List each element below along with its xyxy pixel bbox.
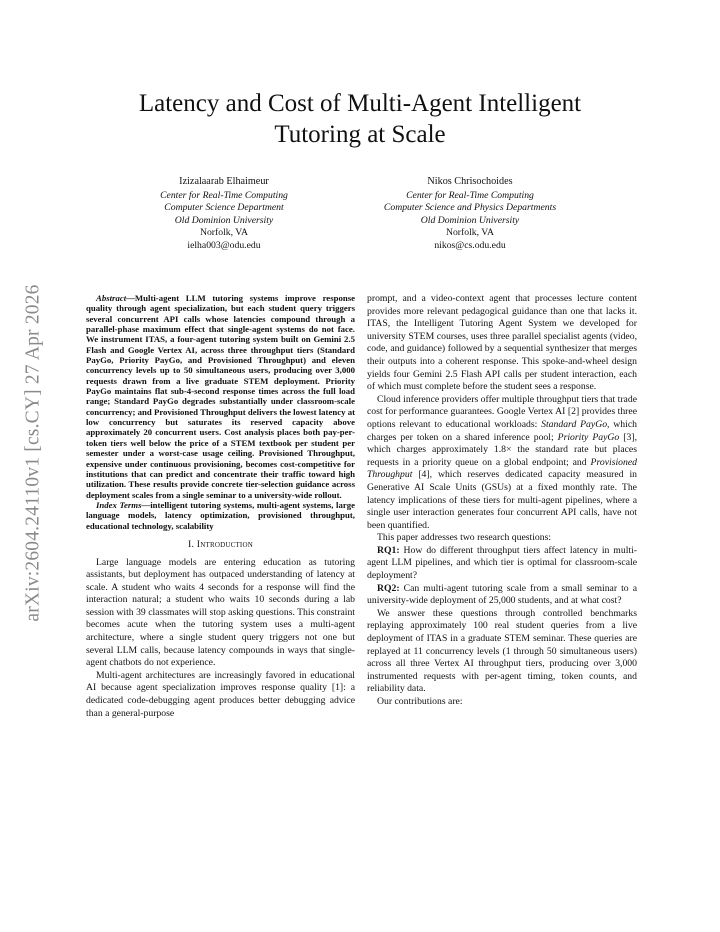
author-university: Old Dominion University: [420, 214, 520, 226]
research-question-1: [367, 545, 637, 583]
author-block-1: [120, 176, 328, 253]
abstract-label: Abstract: [96, 293, 127, 303]
author-affiliation: Center for Real-Time Computing: [160, 189, 288, 201]
title-line-1: Latency and Cost of Multi-Agent Intelligent: [138, 90, 582, 117]
text-run: [4], which reserves dedicated capacity measured in Generative AI Scale Units (GSUs) at a fixed monthly rate. The latency implications of these tiers for multi-agent pipelines, where a single user interaction generates four concurrent API calls, have not been quantified.: [367, 469, 637, 531]
section-heading: I. Introduction: [188, 538, 253, 550]
title-line-2: Tutoring at Scale: [274, 121, 446, 148]
body-paragraph: Large language models are entering education as tutoring assistants, but deployment has outpaced understanding of latency at scale. A student who waits 4 seconds for a response will find the interaction natural; a student who waits 10 seconds during a lab session with 39 classmates will stop asking questions. This constraint becomes acute when the tutoring system uses a multi-agent architecture, where a single student query triggers not one but several LLM calls, because latency compounds in ways that single-agent chatbots do not experience.: [86, 556, 355, 669]
author-department: Computer Science and Physics Departments: [383, 202, 557, 214]
body-paragraph: [367, 394, 637, 533]
research-question-2: [367, 583, 637, 608]
index-terms-text: —intelligent tutoring systems, multi-agent systems, large language models, latency optimization, provisioned throughput, educational technology, scalability: [86, 499, 355, 531]
author-name: Izizalaarab Elhaimeur: [179, 176, 269, 187]
tier-priority-paygo: Priority PayGo: [557, 431, 620, 443]
tier-provisioned-throughput: Provisioned Throughput: [367, 456, 637, 481]
right-column: [367, 293, 637, 709]
author-email: ielha003@odu.edu: [187, 239, 261, 251]
abstract-text: —Multi-agent LLM tutoring systems improve response quality through agent specialization, but each student query triggers several concurrent API calls whose latencies compound through a parallel-phase maximum effect that single-agent systems do not face. We instrument ITAS, a four-agent tutoring system built on Gemini 2.5 Flash and Google Vertex AI, across three throughput tiers (Standard PayGo, Priority PayGo, and Provisioned Throughput) and eleven concurrency levels up to 50 simultaneous users, producing over 3,000 requests drawn from a live graduate STEM deployment. Priority PayGo maintains flat sub-4-second response times across the full load range; Standard PayGo degrades substantially under classroom-scale concurrency; and Provisioned Throughput delivers the lowest latency at low concurrency but saturates its reserved capacity above approximately 20 concurrent users. Cost analysis places both pay-per-token tiers well below the price of a STEM textbook per student per semester under a worst-case usage ceiling. Provisioned Throughput, expensive under continuous provisioning, becomes cost-competitive for institutions that can predict and concentrate their traffic toward high utilization. These results provide concrete tier-selection guidance across deployment scales from a single seminar to a university-wide rollout.: [86, 293, 355, 500]
author-university: Old Dominion University: [174, 214, 274, 226]
left-column: [86, 293, 355, 720]
author-affiliation: Center for Real-Time Computing: [406, 189, 534, 201]
text-run: [3], which charges approximately 1.8× the standard rate but places requests in a priority queue on a global endpoint; and: [367, 431, 638, 468]
body-paragraph: Multi-agent architectures are increasingly favored in educational AI because agent specialization improves response quality [1]: a dedicated code-debugging agent produces better debugging advice than a general-purpose: [86, 669, 355, 719]
text-run: , which charges per token on a shared inference pool;: [367, 418, 637, 443]
rq2-label: RQ2:: [377, 582, 400, 594]
arxiv-id: arXiv:2604.24110v1 [cs.CY] 27 Apr 2026: [23, 284, 45, 622]
author-location: Norfolk, VA: [445, 227, 495, 239]
arxiv-stamp: [16, 258, 52, 648]
paper-title: [90, 88, 630, 150]
author-email: nikos@cs.odu.edu: [434, 239, 506, 251]
author-department: Computer Science Department: [164, 202, 284, 214]
author-location: Norfolk, VA: [199, 227, 249, 239]
author-block-2: [352, 176, 588, 253]
author-name: Nikos Chrisochoides: [427, 176, 513, 187]
text-run: Cloud inference providers offer multiple throughput tiers that trade cost for performance guarantees. Google Vertex AI [2] provides three options relevant to educational workloads:: [367, 393, 637, 430]
body-paragraph: prompt, and a video-context agent that processes lecture content provides more relevant pedagogical guidance than one that lacks it. ITAS, the Intelligent Tutoring Agent System we developed for university STEM courses, uses three parallel specialist agents (video, code, and guidance) followed by a sequential synthesizer that merges their outputs into a coherent response. This spoke-and-wheel design yields four Gemini 2.5 Flash API calls per student interaction, each of which must complete before the student sees a response.: [367, 293, 637, 393]
rq1-label: RQ1:: [377, 544, 400, 556]
body-paragraph: We answer these questions through controlled benchmarks replaying approximately 100 real student queries from a live deployment of ITAS in a graduate STEM seminar. These queries are replayed at 11 concurrency levels (1 through 50 simultaneous users) across all three Vertex AI throughput tiers, producing over 3,000 instrumented requests with per-agent timing, token counts, and reliability data.: [367, 607, 637, 695]
rq1-text: How do different throughput tiers affect latency in multi-agent LLM pipelines, and which tier is optimal for classroom-scale deployment?: [367, 544, 637, 582]
tier-standard-paygo: Standard PayGo: [541, 418, 608, 430]
rq2-text: Can multi-agent tutoring scale from a small seminar to a university-wide deployment of 25,000 students, and at what cost?: [367, 582, 637, 607]
index-terms-label: Index Terms: [96, 499, 142, 510]
body-paragraph: This paper addresses two research questions:: [377, 532, 552, 544]
body-paragraph: Our contributions are:: [377, 696, 463, 707]
index-terms: [86, 500, 355, 531]
abstract: [86, 293, 355, 500]
